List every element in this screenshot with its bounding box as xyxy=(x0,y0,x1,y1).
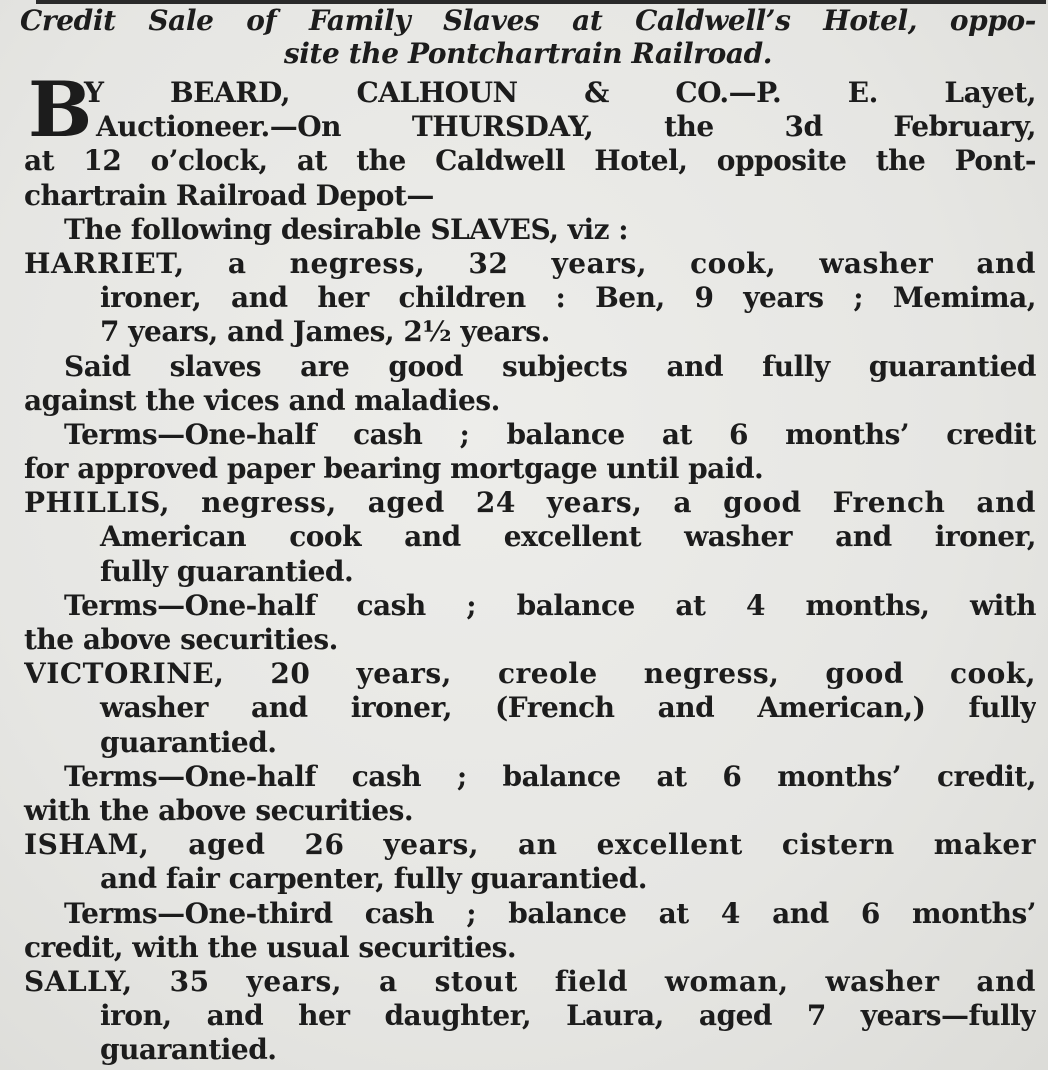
intro-line: Auctioneer.—On THURSDAY, the 3d February, xyxy=(96,110,1036,144)
listing-lines xyxy=(24,247,1036,1068)
listing-line: the above securities. xyxy=(24,623,338,656)
listing-line: credit, with the usual securities. xyxy=(24,930,517,964)
listing-line: iron, and her daughter, Laura, aged 7 years—fully xyxy=(100,999,1036,1033)
listing-line: fully guarantied. xyxy=(100,554,354,588)
listing-line: VICTORINE, 20 years, creole negress, good cook, xyxy=(24,657,1036,691)
listing-line: Said slaves are good subjects and fully guarantied xyxy=(64,349,1036,383)
listing-line: Terms—One-third cash ; balance at 4 and 6 months’ xyxy=(64,896,1036,930)
listing-line: PHILLIS, negress, aged 24 years, a good French and xyxy=(24,486,1036,520)
intro-paragraph xyxy=(24,65,1036,247)
intro-line: The following desirable SLAVES, viz : xyxy=(64,212,629,246)
listing-line: against the vices and maladies. xyxy=(24,383,500,417)
listing-line: with the above securities. xyxy=(24,793,414,827)
listing-line: guarantied. xyxy=(100,1033,277,1067)
headline-line-2: site the Pontchartrain Railroad. xyxy=(283,37,773,70)
listing-line: SALLY, 35 years, a stout field woman, washer and xyxy=(24,964,1036,998)
listing-line: HARRIET, a negress, 32 years, cook, washer and xyxy=(24,246,1036,280)
listing-line: washer and ironer, (French and American,) fully xyxy=(100,691,1036,725)
listing-line: Terms—One-half cash ; balance at 6 months’ credit xyxy=(64,417,1036,451)
intro-line: at 12 o’clock, at the Caldwell Hotel, opposite the Pont- xyxy=(24,144,1036,178)
listing-line: guarantied. xyxy=(100,725,277,759)
headline xyxy=(20,4,1036,70)
drop-cap: B xyxy=(28,65,92,154)
listing-line: Terms—One-half cash ; balance at 4 months, with xyxy=(64,588,1036,622)
intro-line: chartrain Railroad Depot— xyxy=(24,178,434,212)
listing-line: 7 years, and James, 2½ years. xyxy=(100,315,550,349)
listing-line: ISHAM, aged 26 years, an excellent cistern maker xyxy=(24,828,1036,862)
listing-line: for approved paper bearing mortgage until paid. xyxy=(24,452,764,486)
listing-line: Terms—One-half cash ; balance at 6 months’ credit, xyxy=(64,759,1036,793)
listing-line: and fair carpenter, fully guarantied. xyxy=(100,862,648,896)
headline-line-1: Credit Sale of Family Slaves at Caldwell’s Hotel, oppo- xyxy=(20,4,1036,37)
intro-line: Y BEARD, CALHOUN & CO.—P. E. Layet, xyxy=(84,76,1036,109)
listing-line: ironer, and her children : Ben, 9 years ; Memima, xyxy=(100,281,1036,315)
listing-line: American cook and excellent washer and ironer, xyxy=(100,520,1036,554)
advertisement-body xyxy=(24,65,1036,1067)
